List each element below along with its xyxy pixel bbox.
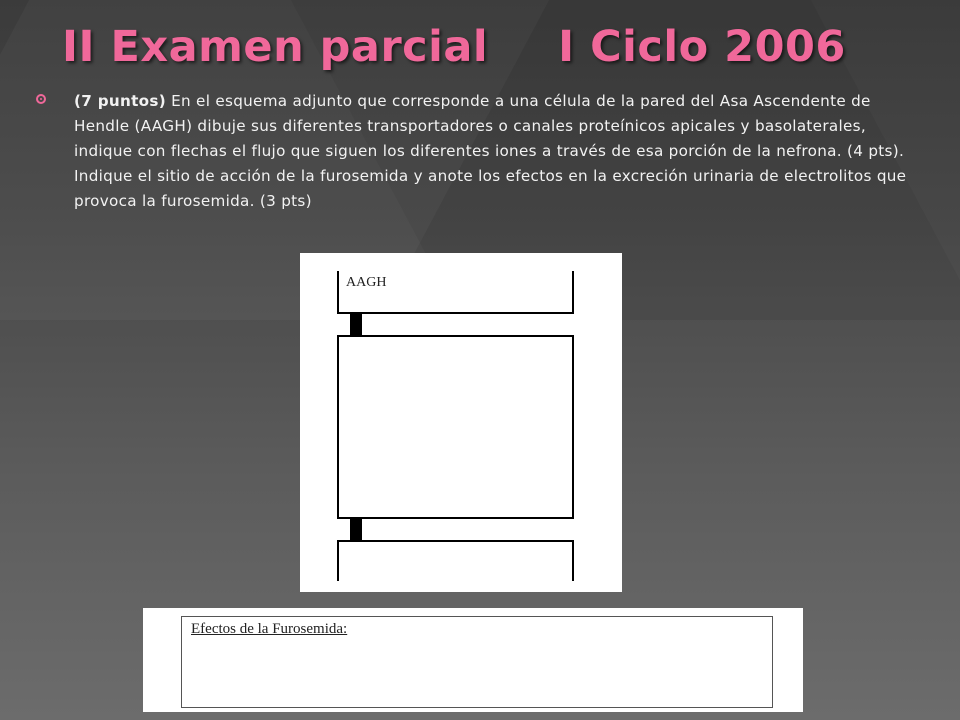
title-cycle: I Ciclo 2006 (558, 22, 846, 72)
diagram-label: AAGH (346, 275, 387, 290)
question-text: En el esquema adjunto que corresponde a una célula de la pared del Asa Ascendente de Hendle (AAGH) dibuje sus diferentes transportadores o canales proteínicos apicales y basolaterales, indique con flechas el flujo que siguen los diferentes iones a través de esa porción de la nefrona. (4 pts). Indique el sitio de acción de la furosemida y anote los efectos en la excreción urinaria de electrolitos que provoca la furosemida. (3 pts) (74, 92, 907, 210)
question-points: (7 puntos) (74, 92, 166, 110)
nephron-cell-diagram (300, 253, 622, 592)
furosemide-effects-panel (143, 608, 803, 712)
tight-junction-top (350, 314, 362, 336)
slide-title (62, 22, 846, 72)
epithelial-cell (338, 336, 573, 518)
title-exam: II Examen parcial (62, 22, 489, 72)
question-paragraph (74, 89, 916, 214)
tight-junction-bottom (350, 519, 362, 540)
furosemide-effects-box (181, 616, 773, 708)
question-bullet (36, 89, 916, 214)
cell-schematic (300, 253, 622, 592)
interstitium-outline (338, 541, 573, 581)
furosemide-effects-label: Efectos de la Furosemida: (191, 621, 348, 637)
bullet-circle-icon (36, 94, 46, 104)
